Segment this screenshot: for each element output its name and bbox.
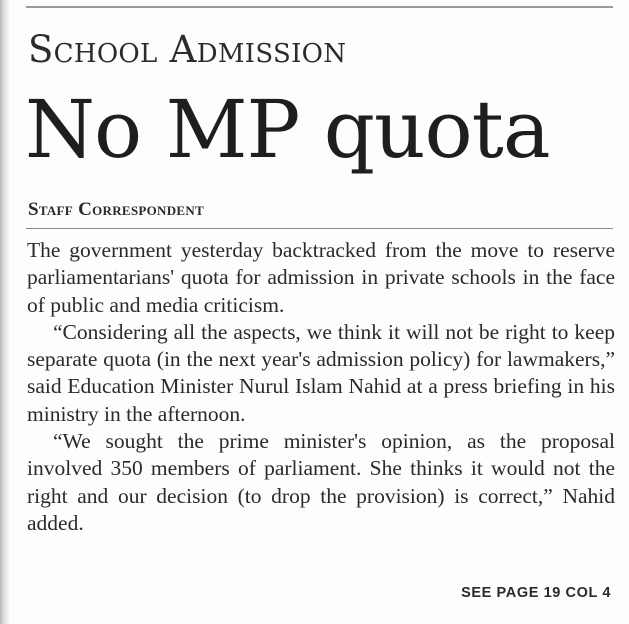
article-paragraph-1: The government yesterday backtracked from the move to reserve parliamentarians' quota for admission in private schools in the face of public and media criticism. <box>27 238 615 317</box>
continuation-reference: SEE PAGE 19 COL 4 <box>461 585 611 601</box>
article-paragraph-2: “Considering all the aspects, we think it will not be right to keep separate quota (in the next year's admission policy) for lawmakers,” said Education Minister Nurul Islam Nahid at a press briefing in his ministry in the afternoon. <box>27 319 615 426</box>
byline: Staff Correspondent <box>28 199 205 220</box>
article-body <box>27 237 615 537</box>
top-rule <box>26 6 613 8</box>
headline: No MP quota <box>25 83 550 176</box>
byline-rule <box>26 228 613 229</box>
article-paragraph-3: “We sought the prime minister's opinion, as the proposal involved 350 members of parliament. She thinks it would not the right and our decision (to drop the provision) is correct,” Nahid added. <box>27 429 615 535</box>
page-edge-shadow <box>0 0 10 624</box>
section-kicker: School Admission <box>28 28 347 71</box>
